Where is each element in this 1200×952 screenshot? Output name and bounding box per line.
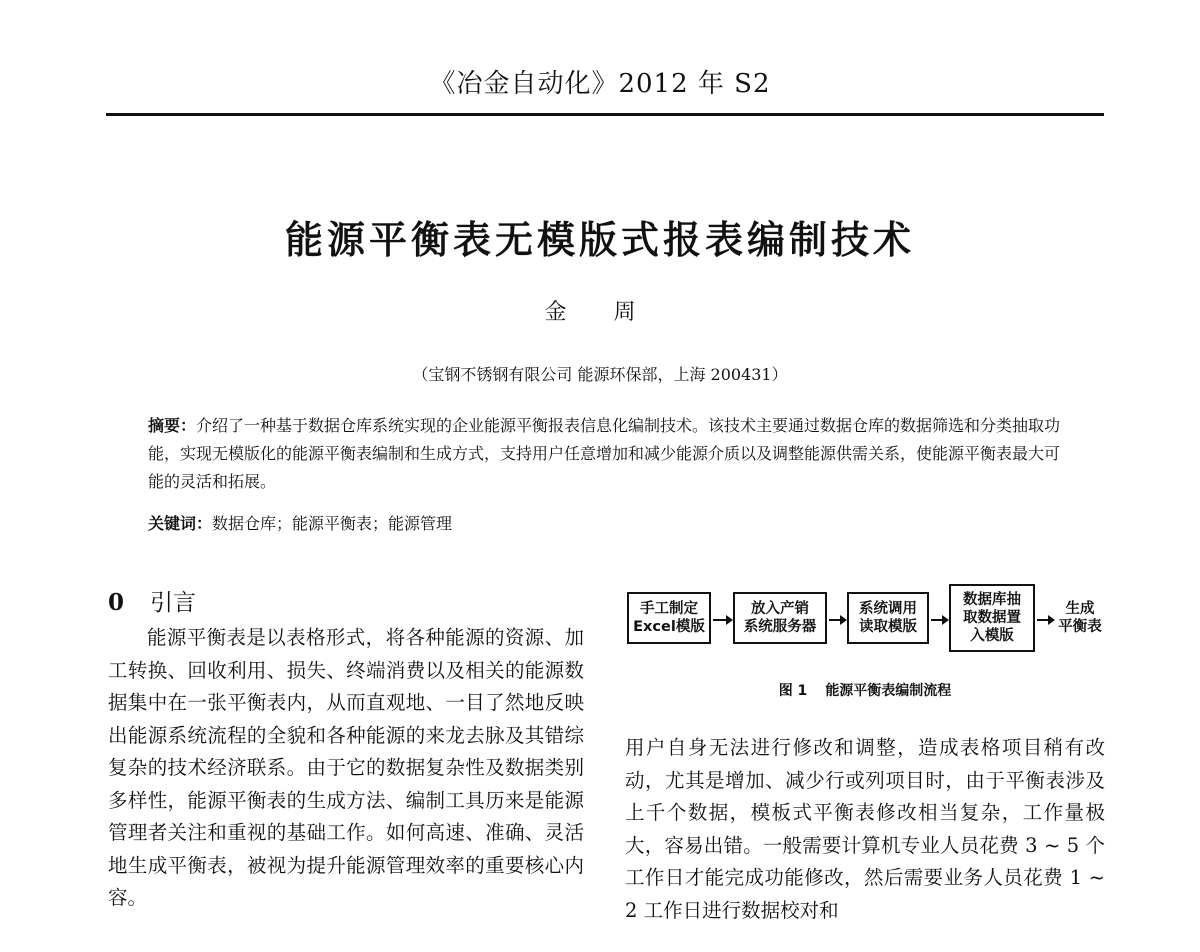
left-column-paragraph: 能源平衡表是以表格形式，将各种能源的资源、加工转换、回收利用、损失、终端消费以及相关的能源数据集中在一张平衡表内，从而直观地、一目了然地反映出能源系统流程的全貌和各种能源的来龙去脉及其错综复杂的技术经济联系。由于它的数据复杂性及数据类别多样性，能源平衡表的生成方法、编制工具历来是能源管理者关注和重视的基础工作。如何高速、准确、灵活地生成平衡表，被视为提升能源管理效率的重要核心内容。 (108, 626, 584, 909)
flow-output-line2: 平衡表 (1058, 619, 1102, 635)
flow-step-3-line1: 系统调用 (859, 601, 917, 617)
flow-step-4 (949, 584, 1035, 652)
flow-step-3 (847, 592, 929, 644)
figure-caption (625, 680, 1105, 702)
section-number: 0 (108, 589, 125, 616)
flow-step-2 (733, 592, 827, 644)
header-rule (106, 113, 1104, 116)
flow-step-2-line2: 系统服务器 (743, 619, 817, 635)
keywords-text: 数据仓库；能源平衡表；能源管理 (212, 514, 453, 533)
abstract-label: 摘要： (148, 416, 197, 435)
flow-step-4-line3: 入模版 (970, 628, 1014, 644)
section-title: 引言 (150, 590, 197, 616)
flow-step-1-line2: Excel模版 (633, 619, 705, 635)
flow-step-1 (627, 592, 711, 644)
abstract-text: 介绍了一种基于数据仓库系统实现的企业能源平衡报表信息化编制技术。该技术主要通过数据仓库的数据筛选和分类抽取功能，实现无模版化的能源平衡表编制和生成方式，支持用户任意增加和减少能源介质以及调整能源供需关系，使能源平衡表最大可能的灵活和拓展。 (148, 416, 1061, 491)
keywords-label: 关键词： (148, 514, 213, 533)
abstract (148, 412, 1068, 496)
right-column-paragraph: 用户自身无法进行修改和调整，造成表格项目稍有改动，尤其是增加、减少行或列项目时，由于平衡表涉及上千个数据，模板式平衡表修改相当复杂，工作量极大，容易出错。一般需要计算机专业人员花费 3 ~ 5 个工作日才能完成功能修改，然后需要业务人员花费 1 ~ 2 工作日进行数据校对和 (625, 736, 1105, 922)
flow-step-3-line2: 读取模版 (859, 619, 917, 635)
flow-arrow-2 (829, 619, 845, 621)
flow-step-4-line2: 取数据置 (963, 610, 1021, 626)
journal-header: 《冶金自动化》2012 年 S2 (429, 69, 771, 99)
section-heading (108, 586, 196, 620)
flow-step-4-line1: 数据库抽 (963, 592, 1021, 608)
flow-arrow-3 (931, 619, 947, 621)
figure-caption-text: 能源平衡表编制流程 (825, 683, 952, 699)
keywords (148, 510, 1068, 538)
flow-step-2-line1: 放入产销 (751, 601, 809, 617)
article-author: 金 周 (544, 300, 656, 325)
article-title: 能源平衡表无模版式报表编制技术 (284, 218, 915, 262)
flow-step-1-line1: 手工制定 (639, 601, 698, 617)
flow-diagram (625, 582, 1105, 662)
article-affiliation: （宝钢不锈钢有限公司 能源环保部，上海 200431） (412, 365, 788, 384)
figure-number: 图 1 (778, 683, 808, 699)
flow-output-line1: 生成 (1065, 601, 1095, 617)
flow-arrow-1 (713, 619, 731, 621)
flow-arrow-4 (1037, 619, 1053, 621)
flow-output (1053, 600, 1107, 636)
